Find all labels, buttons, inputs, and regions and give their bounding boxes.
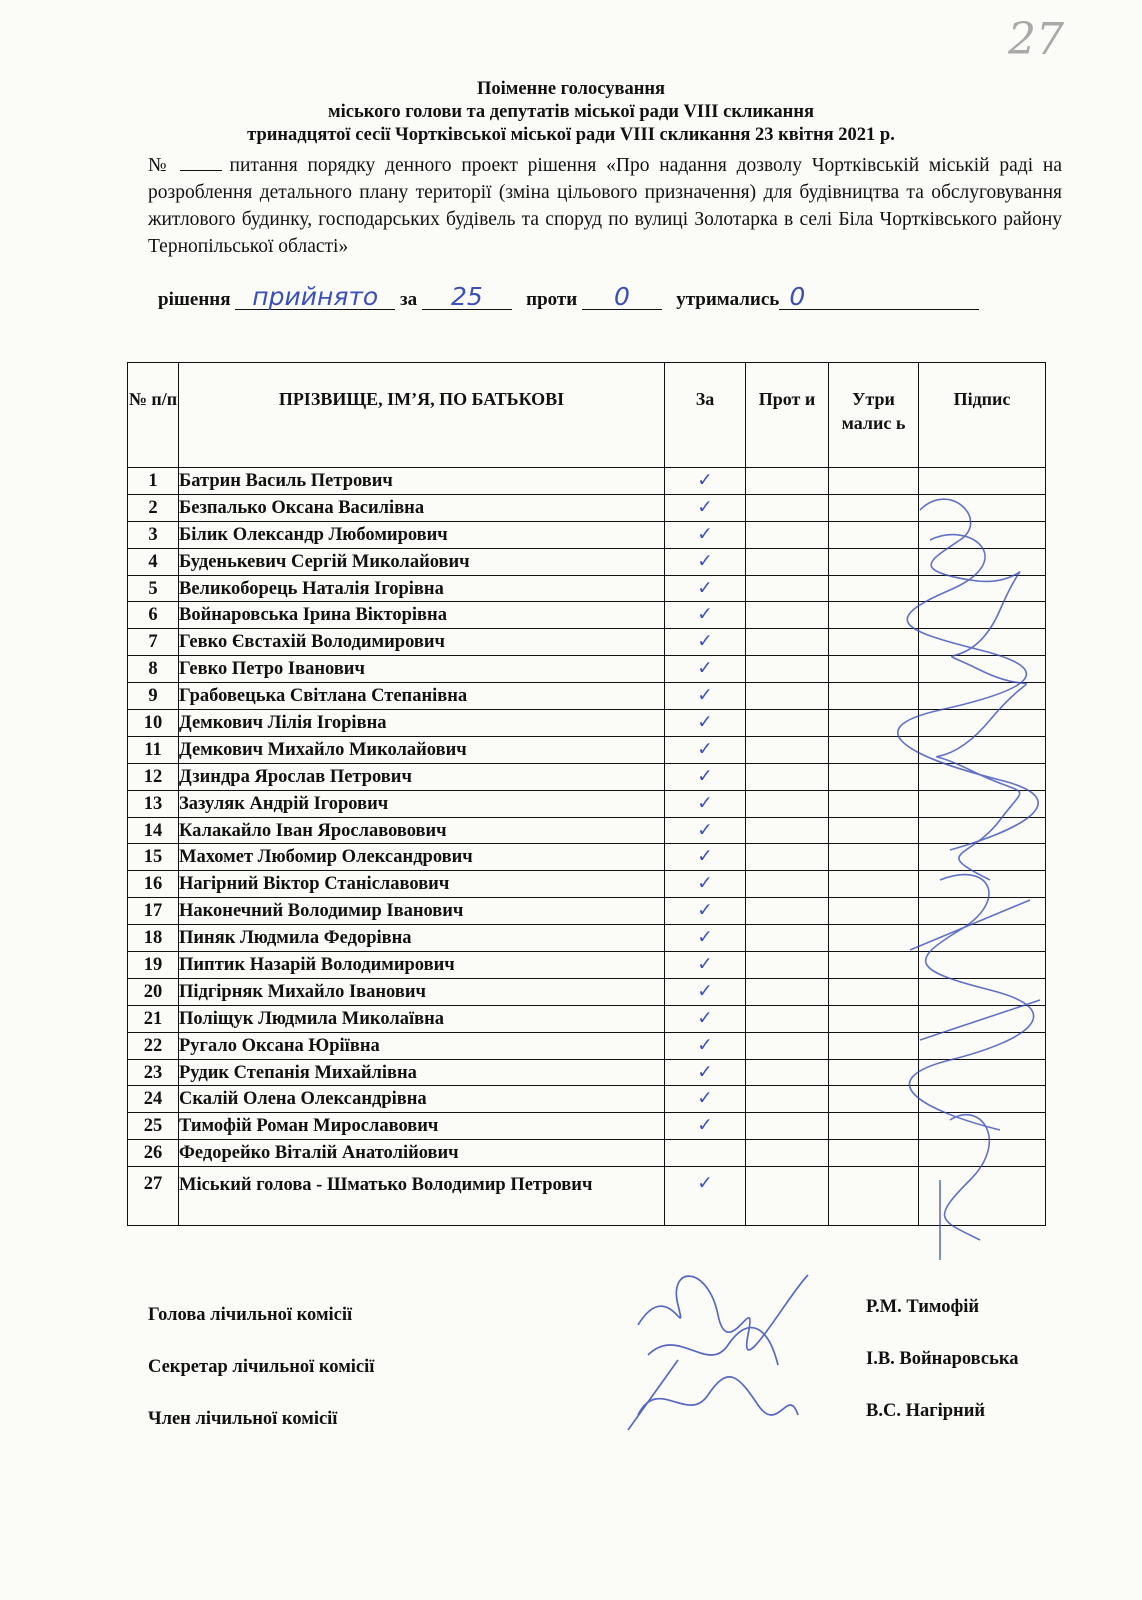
vote-for-mark: ✓ <box>665 602 746 629</box>
table-row <box>128 602 1046 629</box>
agenda-text: питання порядку денного проект рішення «Про надання дозволу Чортківській міській раді на розроблення детального плану території (зміна цільового призначення) для будівництва та обслуговування житлового будинку, господарських будівель та споруд по вулиці Золотарка в селі Біла Чортківського району Тернопільської області» <box>148 155 1063 257</box>
signature-cell <box>919 521 1046 548</box>
signature-cell <box>919 710 1046 737</box>
row-number: 25 <box>128 1113 179 1140</box>
row-number: 26 <box>128 1140 179 1167</box>
row-number: 11 <box>128 736 179 763</box>
row-number: 27 <box>128 1167 179 1226</box>
abstained-count: 0 <box>779 285 979 310</box>
signature-cell <box>919 1005 1046 1032</box>
document-header <box>0 78 1142 147</box>
signature-cell <box>919 1086 1046 1113</box>
row-name: Калакайло Іван Ярославовович <box>179 817 665 844</box>
table-row <box>128 898 1046 925</box>
table-row <box>128 736 1046 763</box>
vote-abstained-mark <box>829 925 919 952</box>
vote-for-mark: ✓ <box>665 629 746 656</box>
signature-cell <box>919 952 1046 979</box>
row-number: 1 <box>128 468 179 495</box>
vote-against-mark <box>746 548 829 575</box>
vote-against-mark <box>746 521 829 548</box>
signature-cell <box>919 790 1046 817</box>
row-number: 5 <box>128 575 179 602</box>
row-number: 9 <box>128 683 179 710</box>
signature-cell <box>919 1059 1046 1086</box>
vote-for-mark: ✓ <box>665 468 746 495</box>
row-number: 8 <box>128 656 179 683</box>
agenda-number-blank <box>180 155 222 171</box>
table-row <box>128 575 1046 602</box>
vote-abstained-mark <box>829 521 919 548</box>
signature-cell <box>919 494 1046 521</box>
vote-abstained-mark <box>829 548 919 575</box>
voting-table <box>127 362 1046 1226</box>
vote-abstained-mark <box>829 710 919 737</box>
vote-against-mark <box>746 817 829 844</box>
signature-cell <box>919 763 1046 790</box>
vote-for-mark: ✓ <box>665 763 746 790</box>
vote-for-mark: ✓ <box>665 1032 746 1059</box>
vote-for-mark: ✓ <box>665 1005 746 1032</box>
table-row <box>128 1086 1046 1113</box>
vote-abstained-mark <box>829 494 919 521</box>
vote-abstained-mark <box>829 898 919 925</box>
row-number: 17 <box>128 898 179 925</box>
row-name: Ругало Оксана Юріївна <box>179 1032 665 1059</box>
table-row <box>128 790 1046 817</box>
row-name: Пиняк Людмила Федорівна <box>179 925 665 952</box>
col-header-signature: Підпис <box>919 363 1046 468</box>
signature-cell <box>919 468 1046 495</box>
row-name: Дзиндра Ярослав Петрович <box>179 763 665 790</box>
row-number: 7 <box>128 629 179 656</box>
row-name: Поліщук Людмила Миколаївна <box>179 1005 665 1032</box>
abstained-label: утримались <box>676 289 780 310</box>
row-name: Батрин Василь Петрович <box>179 468 665 495</box>
signature-cell <box>919 1032 1046 1059</box>
vote-for-mark: ✓ <box>665 575 746 602</box>
row-number: 15 <box>128 844 179 871</box>
vote-for-mark: ✓ <box>665 1113 746 1140</box>
vote-against-mark <box>746 736 829 763</box>
decision-line <box>158 282 1058 311</box>
vote-for-mark: ✓ <box>665 656 746 683</box>
session-line: тринадцятої сесії Чортківської міської ради VIII скликання 23 квітня 2021 р. <box>247 125 895 145</box>
signature-cell <box>919 736 1046 763</box>
signature-cell <box>919 629 1046 656</box>
table-row <box>128 1167 1046 1226</box>
vote-for-mark: ✓ <box>665 1059 746 1086</box>
vote-against-mark <box>746 763 829 790</box>
table-row <box>128 468 1046 495</box>
vote-for-mark: ✓ <box>665 521 746 548</box>
signature-cell <box>919 1113 1046 1140</box>
vote-against-mark <box>746 656 829 683</box>
commission-person: Р.М. Тимофій <box>866 1297 980 1317</box>
vote-abstained-mark <box>829 1032 919 1059</box>
vote-against-mark <box>746 1086 829 1113</box>
vote-for-mark: ✓ <box>665 898 746 925</box>
table-row <box>128 494 1046 521</box>
vote-for-mark: ✓ <box>665 1167 746 1226</box>
vote-abstained-mark <box>829 736 919 763</box>
page-number: 27 <box>1008 14 1064 65</box>
row-name: Міський голова - Шматько Володимир Петрович <box>179 1167 665 1226</box>
table-row <box>128 1140 1046 1167</box>
vote-for-mark: ✓ <box>665 817 746 844</box>
row-name: Наконечний Володимир Іванович <box>179 898 665 925</box>
vote-for-mark: ✓ <box>665 736 746 763</box>
signature-cell <box>919 871 1046 898</box>
vote-for-mark <box>665 1140 746 1167</box>
table-row <box>128 871 1046 898</box>
document-subtitle: міського голови та депутатів міської ради VIII скликання <box>328 102 814 122</box>
row-number: 16 <box>128 871 179 898</box>
table-row <box>128 629 1046 656</box>
vote-for-mark: ✓ <box>665 844 746 871</box>
row-name: Буденькевич Сергій Миколайович <box>179 548 665 575</box>
vote-against-mark <box>746 1167 829 1226</box>
vote-abstained-mark <box>829 1005 919 1032</box>
row-number: 20 <box>128 978 179 1005</box>
vote-for-mark: ✓ <box>665 871 746 898</box>
agenda-number-sign: № <box>148 155 172 176</box>
table-row <box>128 683 1046 710</box>
vote-abstained-mark <box>829 978 919 1005</box>
col-header-number: № п/п <box>128 363 179 468</box>
vote-against-mark <box>746 1032 829 1059</box>
table-row <box>128 952 1046 979</box>
row-name: Безпалько Оксана Василівна <box>179 494 665 521</box>
signature-cell <box>919 683 1046 710</box>
vote-against-mark <box>746 710 829 737</box>
vote-against-mark <box>746 468 829 495</box>
vote-abstained-mark <box>829 1167 919 1226</box>
signature-cell <box>919 978 1046 1005</box>
table-row <box>128 1059 1046 1086</box>
col-header-against: Прот и <box>746 363 829 468</box>
vote-against-mark <box>746 575 829 602</box>
vote-for-mark: ✓ <box>665 978 746 1005</box>
against-label: проти <box>526 289 578 310</box>
signature-cell <box>919 844 1046 871</box>
vote-abstained-mark <box>829 952 919 979</box>
vote-against-mark <box>746 1140 829 1167</box>
row-number: 14 <box>128 817 179 844</box>
vote-against-mark <box>746 844 829 871</box>
commission-row-member <box>148 1401 1068 1461</box>
vote-abstained-mark <box>829 817 919 844</box>
row-number: 3 <box>128 521 179 548</box>
table-row <box>128 1032 1046 1059</box>
row-number: 18 <box>128 925 179 952</box>
vote-abstained-mark <box>829 763 919 790</box>
table-row <box>128 925 1046 952</box>
decision-value: прийнято <box>235 285 395 310</box>
vote-abstained-mark <box>829 871 919 898</box>
table-row <box>128 817 1046 844</box>
vote-for-mark: ✓ <box>665 683 746 710</box>
vote-against-mark <box>746 871 829 898</box>
row-number: 4 <box>128 548 179 575</box>
row-name: Демкович Михайло Миколайович <box>179 736 665 763</box>
table-row <box>128 521 1046 548</box>
for-label: за <box>400 289 418 310</box>
vote-abstained-mark <box>829 468 919 495</box>
vote-abstained-mark <box>829 683 919 710</box>
table-row <box>128 978 1046 1005</box>
vote-for-mark: ✓ <box>665 1086 746 1113</box>
signature-cell <box>919 575 1046 602</box>
row-name: Грабовецька Світлана Степанівна <box>179 683 665 710</box>
row-number: 13 <box>128 790 179 817</box>
table-row <box>128 548 1046 575</box>
row-name: Нагірний Віктор Станіславович <box>179 871 665 898</box>
col-header-name: ПРІЗВИЩЕ, ІМ’Я, ПО БАТЬКОВІ <box>179 363 665 468</box>
row-name: Білик Олександр Любомирович <box>179 521 665 548</box>
row-name: Махомет Любомир Олександрович <box>179 844 665 871</box>
commission-person: В.С. Нагірний <box>866 1401 986 1421</box>
row-name: Демкович Лілія Ігорівна <box>179 710 665 737</box>
vote-against-mark <box>746 629 829 656</box>
row-name: Підгірняк Михайло Іванович <box>179 978 665 1005</box>
decision-label: рішення <box>158 289 231 310</box>
vote-abstained-mark <box>829 844 919 871</box>
row-number: 23 <box>128 1059 179 1086</box>
signature-cell <box>919 548 1046 575</box>
row-name: Федорейко Віталій Анатолійович <box>179 1140 665 1167</box>
table-row <box>128 763 1046 790</box>
vote-abstained-mark <box>829 1140 919 1167</box>
vote-against-mark <box>746 1005 829 1032</box>
vote-against-mark <box>746 978 829 1005</box>
row-name: Великоборець Наталія Ігорівна <box>179 575 665 602</box>
vote-for-mark: ✓ <box>665 925 746 952</box>
table-body <box>128 468 1046 1226</box>
vote-abstained-mark <box>829 1086 919 1113</box>
vote-against-mark <box>746 602 829 629</box>
col-header-abstained: Утри малис ь <box>829 363 919 468</box>
row-number: 21 <box>128 1005 179 1032</box>
table-row <box>128 710 1046 737</box>
signature-cell <box>919 1167 1046 1226</box>
row-name: Гевко Петро Іванович <box>179 656 665 683</box>
signature-cell <box>919 1140 1046 1167</box>
commission-role: Член лічильної комісії <box>148 1409 338 1429</box>
row-name: Скалій Олена Олександрівна <box>179 1086 665 1113</box>
vote-abstained-mark <box>829 575 919 602</box>
row-number: 22 <box>128 1032 179 1059</box>
table-row <box>128 656 1046 683</box>
commission-block <box>148 1297 1068 1461</box>
vote-against-mark <box>746 898 829 925</box>
vote-for-mark: ✓ <box>665 548 746 575</box>
signature-cell <box>919 656 1046 683</box>
vote-for-mark: ✓ <box>665 790 746 817</box>
agenda-item <box>148 152 1062 260</box>
table-header-row <box>128 363 1046 468</box>
signature-cell <box>919 925 1046 952</box>
vote-abstained-mark <box>829 1113 919 1140</box>
row-number: 19 <box>128 952 179 979</box>
signature-cell <box>919 602 1046 629</box>
table-row <box>128 1113 1046 1140</box>
vote-abstained-mark <box>829 602 919 629</box>
commission-role: Секретар лічильної комісії <box>148 1357 375 1377</box>
vote-against-mark <box>746 683 829 710</box>
document-title: Поіменне голосування <box>476 79 666 99</box>
vote-against-mark <box>746 1059 829 1086</box>
vote-abstained-mark <box>829 629 919 656</box>
col-header-for: За <box>665 363 746 468</box>
row-number: 24 <box>128 1086 179 1113</box>
signature-cell <box>919 817 1046 844</box>
vote-against-mark <box>746 1113 829 1140</box>
vote-abstained-mark <box>829 1059 919 1086</box>
row-number: 6 <box>128 602 179 629</box>
row-name: Тимофій Роман Мирославович <box>179 1113 665 1140</box>
row-name: Войнаровська Ірина Вікторівна <box>179 602 665 629</box>
row-name: Гевко Євстахій Володимирович <box>179 629 665 656</box>
row-name: Пиптик Назарій Володимирович <box>179 952 665 979</box>
row-name: Зазуляк Андрій Ігорович <box>179 790 665 817</box>
signature-cell <box>919 898 1046 925</box>
vote-against-mark <box>746 925 829 952</box>
vote-for-mark: ✓ <box>665 710 746 737</box>
commission-person: І.В. Войнаровська <box>866 1349 1019 1369</box>
vote-abstained-mark <box>829 656 919 683</box>
table-row <box>128 1005 1046 1032</box>
vote-against-mark <box>746 790 829 817</box>
for-count: 25 <box>422 285 512 310</box>
row-number: 12 <box>128 763 179 790</box>
row-number: 2 <box>128 494 179 521</box>
table-row <box>128 844 1046 871</box>
row-number: 10 <box>128 710 179 737</box>
row-name: Рудик Степанія Михайлівна <box>179 1059 665 1086</box>
vote-for-mark: ✓ <box>665 494 746 521</box>
vote-for-mark: ✓ <box>665 952 746 979</box>
commission-role: Голова лічильної комісії <box>148 1305 353 1325</box>
vote-abstained-mark <box>829 790 919 817</box>
vote-against-mark <box>746 952 829 979</box>
vote-against-mark <box>746 494 829 521</box>
against-count: 0 <box>582 285 662 310</box>
